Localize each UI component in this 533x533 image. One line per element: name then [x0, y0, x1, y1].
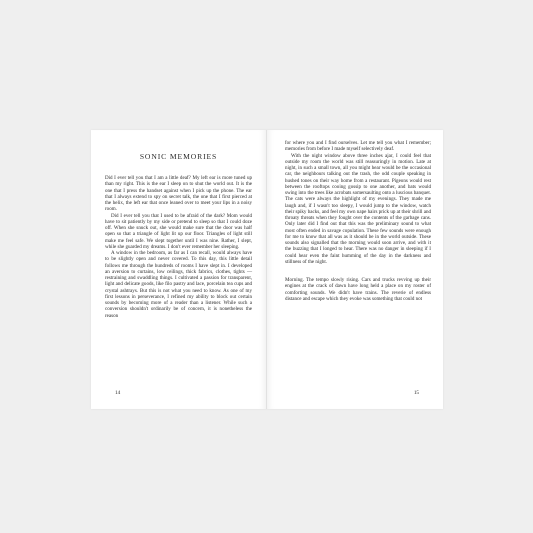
- book-spread: [91, 130, 443, 409]
- right-paragraph-1: for where you and I find ourselves. Let me tell you what I remember; memories from before I made myself selectively deaf.: [285, 140, 431, 153]
- left-paragraph-2: Did I ever tell you that I used to be afraid of the dark? Mom would have to sit patiently by my side or pretend to sleep so that I could doze off. When she snuck out, she would make sure that the door was half open so that a triangle of light lit up our floor. Triangles of light still make me feel safe. We slept together until I was nine. Rather, I slept, while she guarded my dreams. I don't ever remember her sleeping.: [105, 212, 252, 250]
- left-paragraph-3: A window in the bedroom, as far as I can recall, would always have to be slightly open and never covered. To this day, this little detail follows me through the hundreds of rooms I have slept in. I developed an aversion to curtains, low ceilings, thick fabrics, clothes, tights — restraining and swaddling things. I cultivated a passion for transparent, light and delicate goods, like filo pastry and lace, porcelain tea cups and crystal ashtrays. But this is not what you need to know. As one of my first lessons in perseverance, I refined my ability to block out certain sounds by becoming more of a reader than a listener. While such a conversion shouldn't ordinarily be of concern, it is nonetheless the reason: [105, 250, 252, 319]
- page-number-left: 14: [115, 390, 121, 396]
- right-paragraph-3: Morning. The tempo slowly rising. Cars and trucks revving up their engines at the crack of dawn have long held a place on my roster of comforting sounds. We didn't have trains. The reverie of endless distance and escape which they evoke was something that could not: [285, 277, 431, 302]
- page-number-right: 15: [413, 390, 419, 396]
- left-page: [91, 130, 267, 409]
- right-page: [267, 130, 443, 409]
- chapter-title: SONIC MEMORIES: [139, 152, 218, 161]
- left-paragraph-1: Did I ever tell you that I am a little deaf? My left ear is more tuned up than my right. This is the ear I sleep on to shut the world out. It is the one that I press the handset against when I pick up the phone. The ear that I always extend to spy on secret talk, the one that I first pierced at the helix, the left ear that once leaned over to meet your lips in a noisy room.: [105, 175, 252, 213]
- right-paragraph-2: With the night window above three inches ajar, I could feel that outside my room the world was still reassuringly in motion. Late at night, in such a small town, all you might hear would be the occasional car, the neighbours talking out the trash, the odd couple speaking in hushed tones on their way home from a restaurant. Pigeons would rest between the rooftops cooing gossip to one another, and bats would swing into the trees like acrobats somersaulting onto a luscious banquet. The cats were always the highlight of my evenings. They made me laugh and, if I wasn't too sleepy, I would jump to the window, watch their spiky backs, and feel my own nape hairs prick up at their shrill and throaty threats when they fought over the contents of the garbage cans. Only later did I find out that this was the preliminary sound to what most often ended in savage copulation. These few sounds were enough for me to know that all was as it should be in the world outside. These sounds also signalled that the morning would soon arrive, and with it the buzzing that I longed to hear. There was no danger in sleeping if I could hear even the faint humming of the day in the darkness and stillness of the night.: [285, 152, 431, 265]
